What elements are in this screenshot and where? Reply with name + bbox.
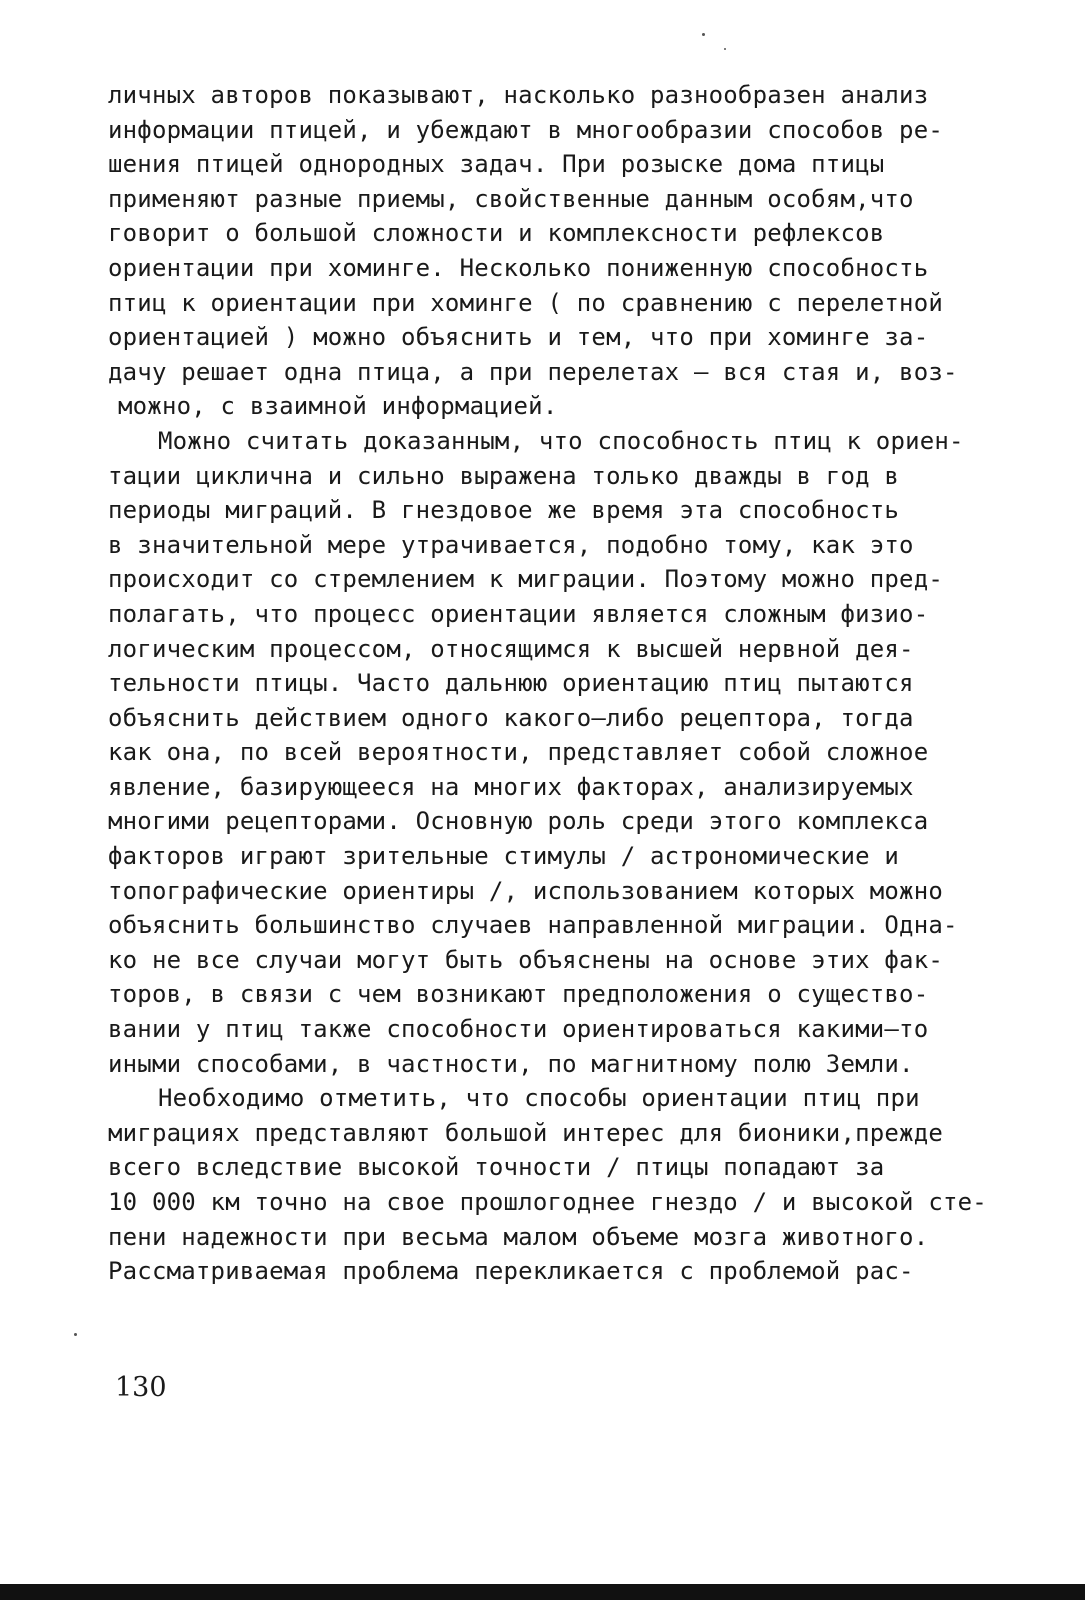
text-line: птиц к ориентации при хоминге ( по сравнению с перелетной xyxy=(108,288,944,317)
text-line: пени надежности при весьма малом объеме мозга животного. xyxy=(108,1222,929,1251)
text-line: периоды миграций. В гнездовое же время эта способность xyxy=(108,496,900,525)
text-line: в значительной мере утрачивается, подобно тому, как это xyxy=(108,530,914,559)
text-line: 10 000 км точно на свое прошлогоднее гнездо / и высокой сте- xyxy=(108,1188,987,1216)
text-line: тации циклична и сильно выражена только дважды в год в xyxy=(108,461,900,490)
paragraph-1 xyxy=(108,78,1068,424)
text-line: логическим процессом, относящимся к высшей нервной дея- xyxy=(108,634,914,663)
text-line: Рассматриваемая проблема перекликается с проблемой рас- xyxy=(108,1257,914,1286)
text-line: происходит со стремлением к миграции. Поэтому можно пред- xyxy=(108,565,944,594)
text-line: объяснить действием одного какого–либо рецептора, тогда xyxy=(108,703,914,732)
text-line: факторов играют зрительные стимулы / астрономические и xyxy=(108,842,900,871)
text-line: Можно считать доказанным, что способность птиц к ориен- xyxy=(158,426,964,455)
scan-edge xyxy=(0,1584,1085,1600)
text-line: говорит о большой сложности и комплексности рефлексов xyxy=(108,219,885,248)
paragraph-3 xyxy=(108,1081,1068,1289)
text-line: можно, с взаимной информацией. xyxy=(118,392,558,421)
text-line: иными способами, в частности, по магнитному полю Земли. xyxy=(108,1049,914,1078)
text-line: многими рецепторами. Основную роль среди этого комплекса xyxy=(108,807,929,836)
text-line: объяснить большинство случаев направленной миграции. Одна- xyxy=(108,911,958,940)
text-line: ко не все случаи могут быть объяснены на основе этих фак- xyxy=(108,945,944,974)
scan-speck xyxy=(724,48,726,50)
text-line: явление, базирующееся на многих факторах, анализируемых xyxy=(108,772,914,801)
body-text xyxy=(108,78,1068,1289)
text-line: применяют разные приемы, свойственные данным особям,что xyxy=(108,184,914,213)
text-line: ориентацией ) можно объяснить и тем, что при хоминге за- xyxy=(108,323,929,352)
scan-speck xyxy=(74,1333,77,1336)
text-line: полагать, что процесс ориентации является сложным физио- xyxy=(108,599,929,628)
text-line: тельности птицы. Часто дальнюю ориентацию птиц пытаются xyxy=(108,669,914,698)
page-number: 130 xyxy=(115,1372,167,1403)
text-line: дачу решает одна птица, а при перелетах – вся стая и, воз- xyxy=(108,357,958,386)
text-line: всего вследствие высокой точности / птицы попадают за xyxy=(108,1153,885,1182)
text-line: ориентации при хоминге. Несколько пониженную способность xyxy=(108,253,929,282)
text-line: как она, по всей вероятности, представляет собой сложное xyxy=(108,738,929,767)
text-line: миграциях представляют большой интерес для бионики,прежде xyxy=(108,1118,944,1147)
scan-speck xyxy=(702,33,705,36)
text-line: шения птицей однородных задач. При розыске дома птицы xyxy=(108,150,885,179)
text-line: вании у птиц также способности ориентироваться какими–то xyxy=(108,1015,929,1044)
text-line: личных авторов показывают, насколько разнообразен анализ xyxy=(108,81,929,109)
text-line: топографические ориентиры /, использованием которых можно xyxy=(108,876,944,905)
text-line: информации птицей, и убеждают в многообразии способов ре- xyxy=(108,115,944,144)
paragraph-2 xyxy=(108,424,1068,1081)
text-line: торов, в связи с чем возникают предположения о существо- xyxy=(108,980,929,1009)
text-line: Необходимо отметить, что способы ориентации птиц при xyxy=(158,1084,920,1113)
